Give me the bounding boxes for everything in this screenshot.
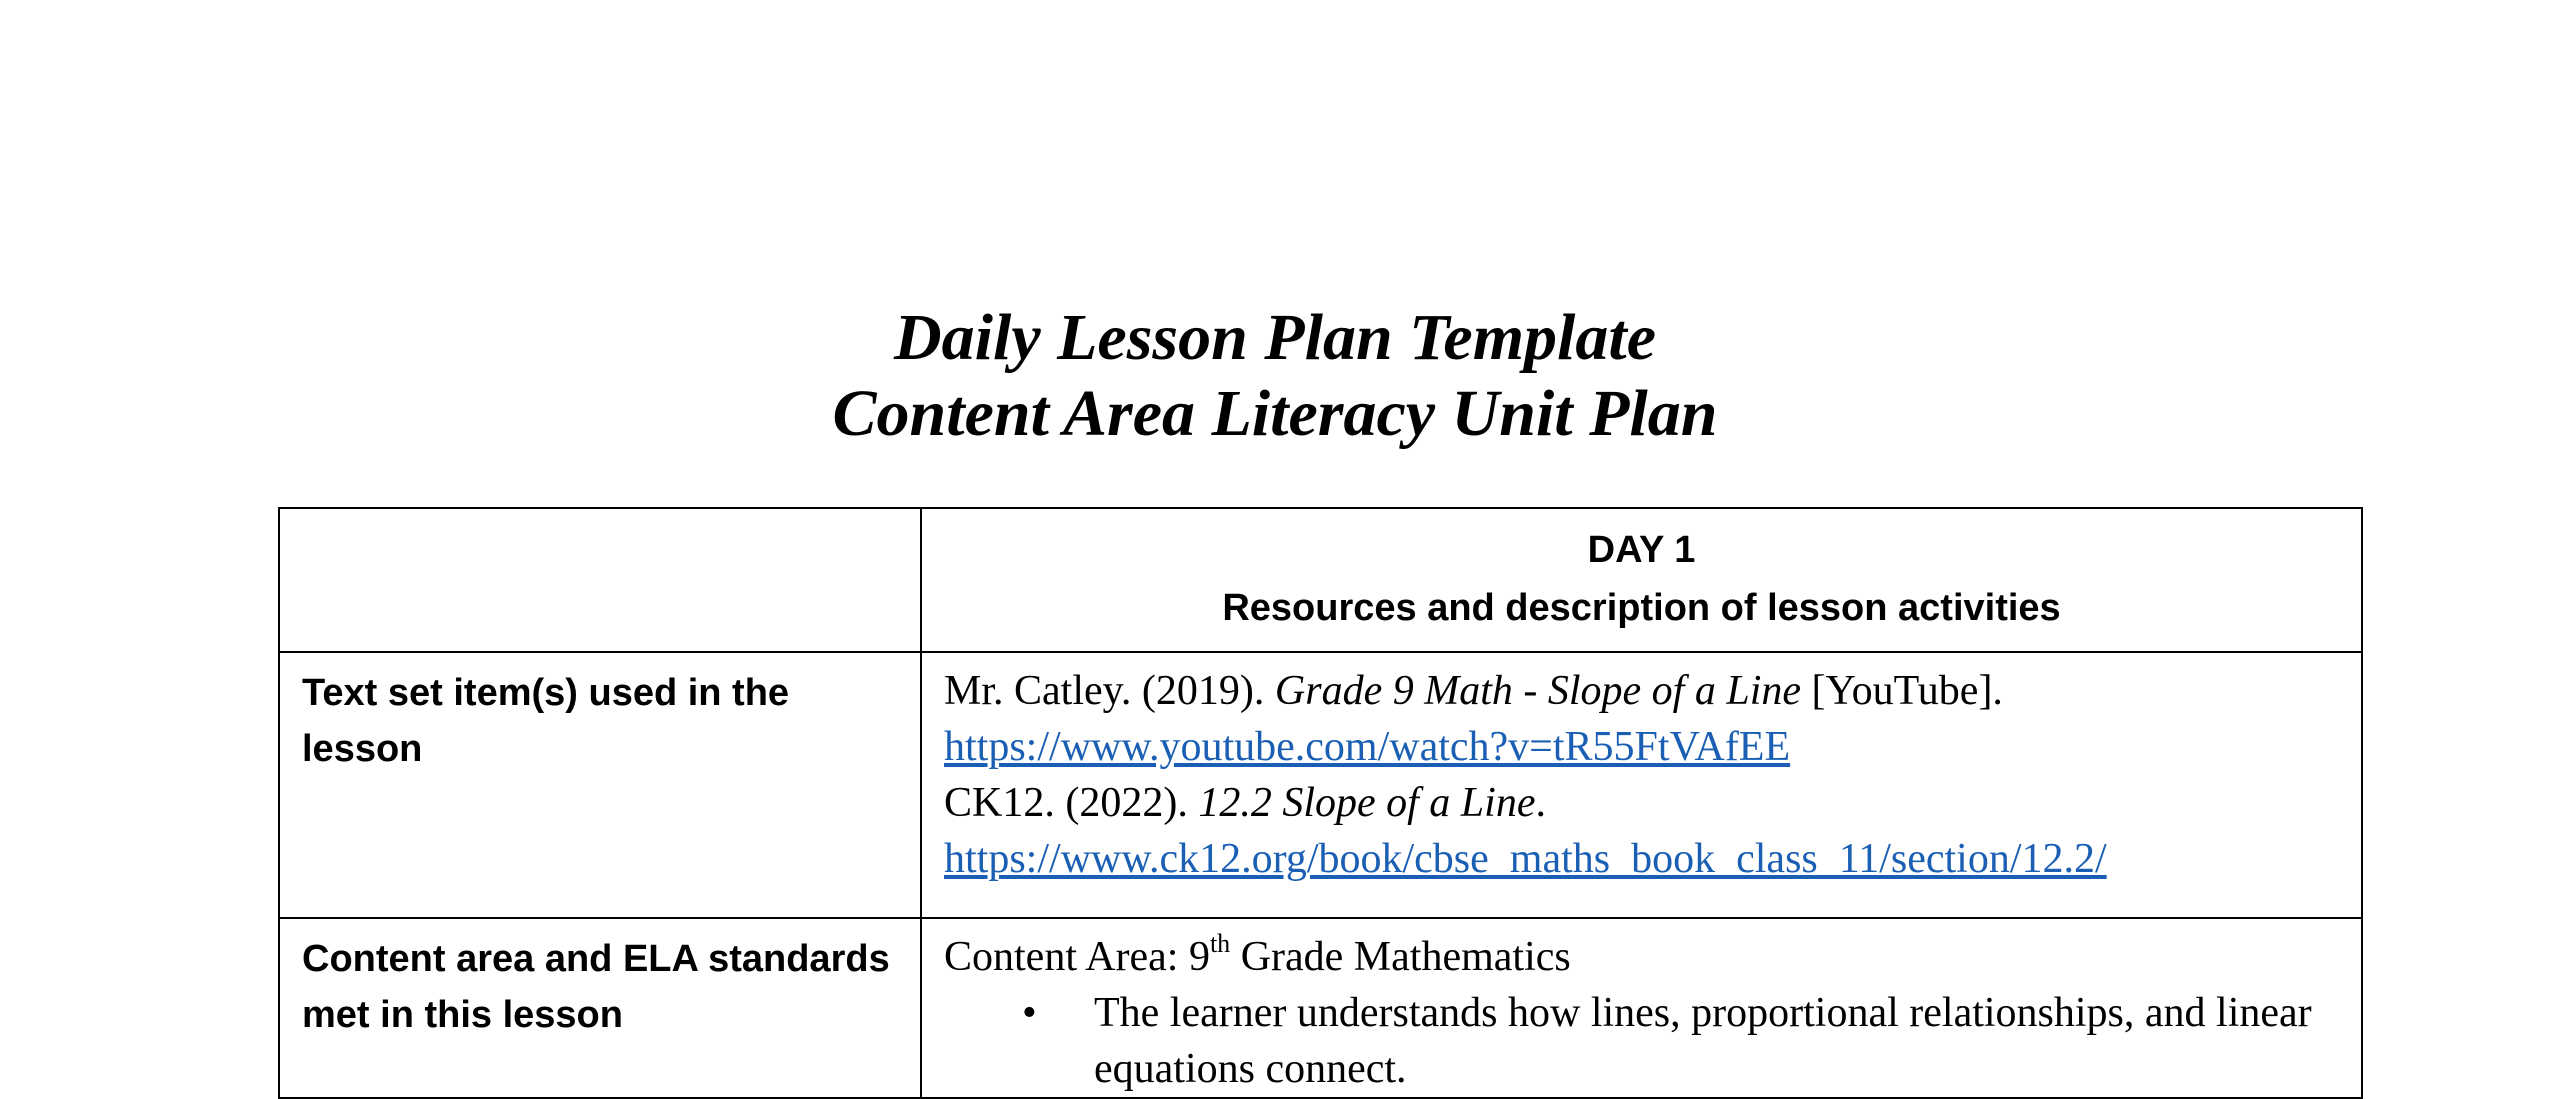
reference-2-title: 12.2 Slope of a Line	[1198, 780, 1536, 826]
text-set-cell	[921, 652, 2362, 918]
row-label-text-set: Text set item(s) used in the lesson	[279, 652, 921, 918]
table-header-row	[279, 508, 2362, 652]
title-line-1: Daily Lesson Plan Template	[893, 301, 1657, 374]
row-label-standards: Content area and ELA standards met in this lesson	[279, 918, 921, 1098]
header-empty-cell	[279, 508, 921, 652]
resources-heading: Resources and description of lesson activities	[1222, 587, 2061, 629]
reference-1	[944, 663, 2341, 719]
table-row	[279, 652, 2362, 918]
content-area-prefix: Content Area: 9	[944, 934, 1210, 980]
bullet-icon: •	[1022, 990, 1037, 1036]
reference-2-suffix: .	[1535, 780, 1546, 826]
youtube-link[interactable]: https://www.youtube.com/watch?v=tR55FtVAfEE	[944, 724, 1791, 770]
document-title	[0, 300, 2550, 452]
standard-text: The learner understands how lines, proportional relationships, and linear equations connect.	[1094, 990, 2312, 1092]
ck12-link[interactable]: https://www.ck12.org/book/cbse_maths_book_class_11/section/12.2/	[944, 836, 2107, 882]
reference-2	[944, 775, 2341, 831]
standards-cell	[921, 918, 2362, 1098]
reference-1-author: Mr. Catley. (2019).	[944, 668, 1275, 714]
standards-list	[944, 985, 2341, 1097]
content-area-suffix: Grade Mathematics	[1230, 934, 1571, 980]
list-item	[944, 985, 2341, 1097]
header-cell	[921, 508, 2362, 652]
grade-ordinal: th	[1209, 929, 1231, 958]
lesson-plan-table	[278, 507, 2363, 1099]
reference-2-author: CK12. (2022).	[944, 780, 1199, 826]
reference-1-suffix: [YouTube].	[1801, 668, 2003, 714]
table-row	[279, 918, 2362, 1098]
title-line-2: Content Area Literacy Unit Plan	[832, 377, 1718, 450]
reference-1-title: Grade 9 Math - Slope of a Line	[1274, 668, 1802, 714]
day-heading: DAY 1	[1587, 529, 1696, 571]
content-area-line	[944, 929, 2341, 985]
